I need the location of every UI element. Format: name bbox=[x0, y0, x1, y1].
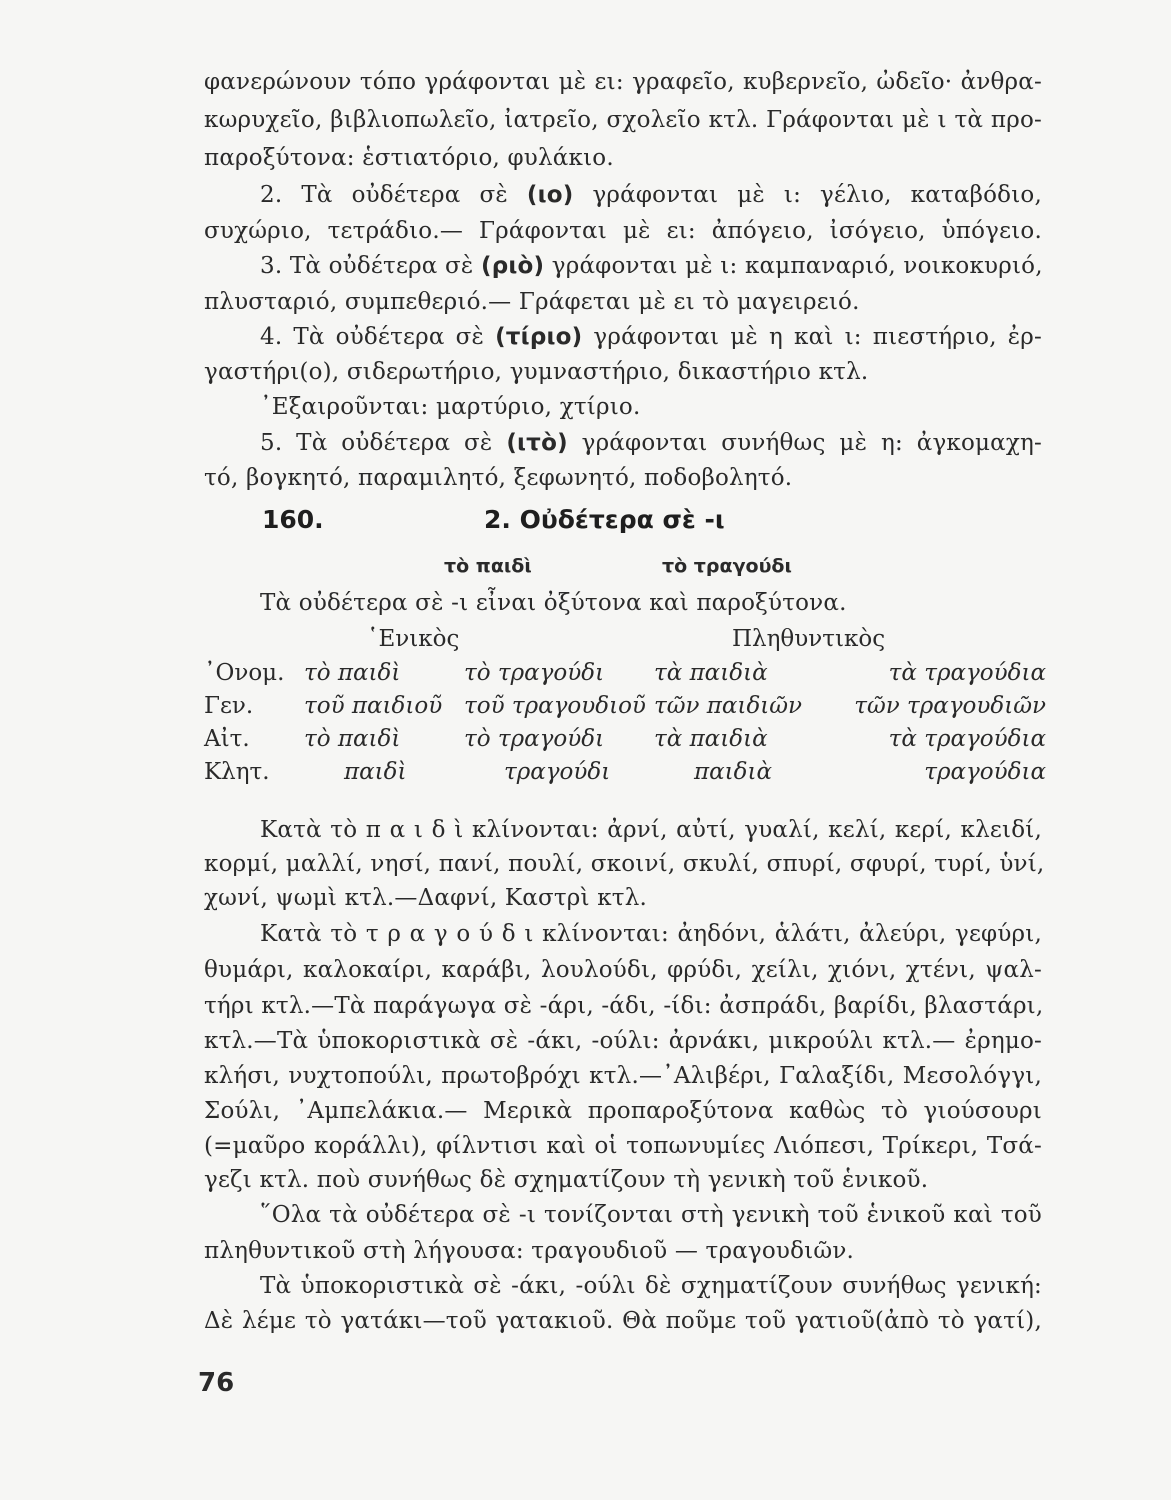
text-line: πληθυντικοῦ στὴ λήγουσα: τραγουδιοῦ — τραγουδιῶν. bbox=[204, 1238, 855, 1264]
text-line: φανερώνουν τόπο γράφονται μὲ ει: γραφεῖο, κυβερνεῖο, ὠδεῖο· ἀνθρα- bbox=[204, 69, 1042, 95]
case-label: Γεν. bbox=[204, 692, 254, 719]
table-cell: τοῦ παιδιοῦ bbox=[304, 692, 443, 719]
rule-text: γράφονται μὲ η καὶ ι: πιεστήριο, ἐρ- bbox=[582, 324, 1042, 350]
table-cell: παιδιὰ bbox=[694, 758, 773, 785]
table-cell: τῶν παιδιῶν bbox=[654, 692, 803, 719]
table-cell: παιδὶ bbox=[344, 758, 407, 785]
rule-item-3 bbox=[260, 251, 1042, 281]
rule-text: γράφονται μὲ ι: γέλιο, καταβόδιο, bbox=[573, 182, 1042, 208]
rule-suffix: (τίριο) bbox=[495, 324, 583, 350]
table-cell: τὰ τραγούδια bbox=[888, 659, 1046, 686]
section-number: 160. bbox=[262, 505, 324, 534]
table-cell: τὸ τραγούδι bbox=[464, 725, 605, 752]
rule-lead: 3. Τὰ οὐδέτερα σὲ bbox=[260, 253, 481, 279]
table-cell: τῶν τραγουδιῶν bbox=[854, 692, 1046, 719]
text-line: γεζι κτλ. ποὺ συνήθως δὲ σχηματίζουν τὴ γενικὴ τοῦ ἑνικοῦ. bbox=[204, 1167, 929, 1193]
text-line: ῞Ολα τὰ οὐδέτερα σὲ -ι τονίζονται στὴ γενικὴ τοῦ ἑνικοῦ καὶ τοῦ bbox=[260, 1202, 1042, 1228]
text-line: χωνί, ψωμὶ κτλ.—Δαφνί, Καστρὶ κτλ. bbox=[204, 885, 648, 911]
rule-item-5 bbox=[260, 428, 1042, 458]
rule-suffix: (ιτὸ) bbox=[506, 430, 568, 456]
declension-table bbox=[204, 656, 1046, 788]
rule-text: γράφονται μὲ ι: καμπαναριό, νοικοκυριό, bbox=[544, 253, 1043, 279]
rule-lead: 4. Τὰ οὐδέτερα σὲ bbox=[260, 324, 496, 350]
table-cell: τὸ παιδὶ bbox=[304, 659, 401, 686]
text-line: ᾿Εξαιροῦνται: μαρτύριο, χτίριο. bbox=[260, 394, 641, 420]
table-cell: τὰ τραγούδια bbox=[888, 725, 1046, 752]
text-line: θυμάρι, καλοκαίρι, καράβι, λουλούδι, φρύδι, χείλι, χιόνι, χτένι, ψαλ- bbox=[204, 957, 1042, 983]
example-paidi: τὸ παιδὶ bbox=[444, 555, 532, 577]
text-line: κλήσι, νυχτοπούλι, πρωτοβρόχι κτλ.—᾿Αλιβέρι, Γαλαξίδι, Μεσολόγγι, bbox=[204, 1063, 1042, 1089]
rule-text: γράφονται συνήθως μὲ η: ἀγκομαχη- bbox=[567, 430, 1042, 456]
page-number: 76 bbox=[198, 1368, 235, 1398]
table-cell: τὸ τραγούδι bbox=[464, 659, 605, 686]
table-row bbox=[204, 656, 1046, 689]
table-cell: τοῦ τραγουδιοῦ bbox=[464, 692, 646, 719]
text-line: κωρυχεῖο, βιβλιοπωλεῖο, ἰατρεῖο, σχολεῖο κτλ. Γράφονται μὲ ι τὰ προ- bbox=[204, 107, 1042, 133]
example-tragoudi: τὸ τραγούδι bbox=[662, 555, 792, 577]
table-cell: τραγούδι bbox=[504, 758, 611, 785]
singular-header: ῾Ενικὸς bbox=[367, 626, 460, 652]
table-row bbox=[204, 689, 1046, 722]
text-line: Τὰ ὑποκοριστικὰ σὲ -άκι, -ούλι δὲ σχηματίζουν συνήθως γενική: bbox=[260, 1273, 1042, 1299]
case-label: ᾿Ονομ. bbox=[204, 659, 285, 686]
rule-lead: 5. Τὰ οὐδέτερα σὲ bbox=[260, 430, 507, 456]
table-cell: τὸ παιδὶ bbox=[304, 725, 401, 752]
rule-lead: 2. Τὰ οὐδέτερα σὲ bbox=[260, 182, 527, 208]
text-line: κτλ.—Τὰ ὑποκοριστικὰ σὲ -άκι, -ούλι: ἀρνάκι, μικρούλι κτλ.— ἐρημο- bbox=[204, 1028, 1042, 1054]
section-title: 2. Οὐδέτερα σὲ -ι bbox=[484, 505, 725, 534]
text-line: Σούλι, ᾿Αμπελάκια.— Μερικὰ προπαροξύτονα καθὼς τὸ γιούσουρι bbox=[204, 1098, 1042, 1124]
case-label: Κλητ. bbox=[204, 758, 270, 785]
rule-suffix: (ιο) bbox=[526, 182, 574, 208]
plural-header: Πληθυντικὸς bbox=[732, 626, 886, 652]
rule-item-4 bbox=[260, 322, 1042, 352]
table-cell: τὰ παιδιὰ bbox=[654, 659, 768, 686]
text-line: τό, βογκητό, παραμιλητό, ξεφωνητό, ποδοβολητό. bbox=[204, 465, 793, 491]
table-row bbox=[204, 722, 1046, 755]
text-line: κορμί, μαλλί, νησί, πανί, πουλί, σκοινί, σκυλί, σπυρί, σφυρί, τυρί, ὑνί, bbox=[204, 851, 1045, 877]
text-line: Κατὰ τὸ τ ρ α γ ο ύ δ ι κλίνονται: ἀηδόνι, ἁλάτι, ἀλεύρι, γεφύρι, bbox=[260, 921, 1042, 947]
text-line: Κατὰ τὸ π α ι δ ὶ κλίνονται: ἀρνί, αὐτί, γυαλί, κελί, κερί, κλειδί, bbox=[260, 817, 1042, 843]
section-intro: Τὰ οὐδέτερα σὲ -ι εἶναι ὀξύτονα καὶ παροξύτονα. bbox=[260, 590, 847, 616]
text-line: γαστήρι(ο), σιδερωτήριο, γυμναστήριο, δικαστήριο κτλ. bbox=[204, 359, 869, 385]
text-line: πλυσταριό, συμπεθεριό.— Γράφεται μὲ ει τὸ μαγειρειό. bbox=[204, 289, 860, 315]
text-line: παροξύτονα: ἑστιατόριο, φυλάκιο. bbox=[204, 145, 614, 171]
table-row bbox=[204, 755, 1046, 788]
text-line: τήρι κτλ.—Τὰ παράγωγα σὲ -άρι, -άδι, -ίδι: ἀσπράδι, βαρίδι, βλαστάρι, bbox=[204, 993, 1044, 1019]
rule-suffix: (ριὸ) bbox=[481, 253, 545, 279]
rule-item-2 bbox=[260, 180, 1042, 210]
table-cell: τραγούδια bbox=[924, 758, 1046, 785]
table-cell: τὰ παιδιὰ bbox=[654, 725, 768, 752]
text-line: συχώριο, τετράδιο.— Γράφονται μὲ ει: ἀπόγειο, ἰσόγειο, ὑπόγειο. bbox=[204, 218, 1042, 244]
text-line: Δὲ λέμε τὸ γατάκι—τοῦ γατακιοῦ. Θὰ ποῦμε τοῦ γατιοῦ(ἀπὸ τὸ γατί), bbox=[204, 1308, 1042, 1334]
case-label: Αἰτ. bbox=[204, 725, 250, 752]
text-line: (=μαῦρο κοράλλι), φίλντισι καὶ οἱ τοπωνυμίες Λιόπεσι, Τρίκερι, Τσά- bbox=[204, 1133, 1042, 1159]
